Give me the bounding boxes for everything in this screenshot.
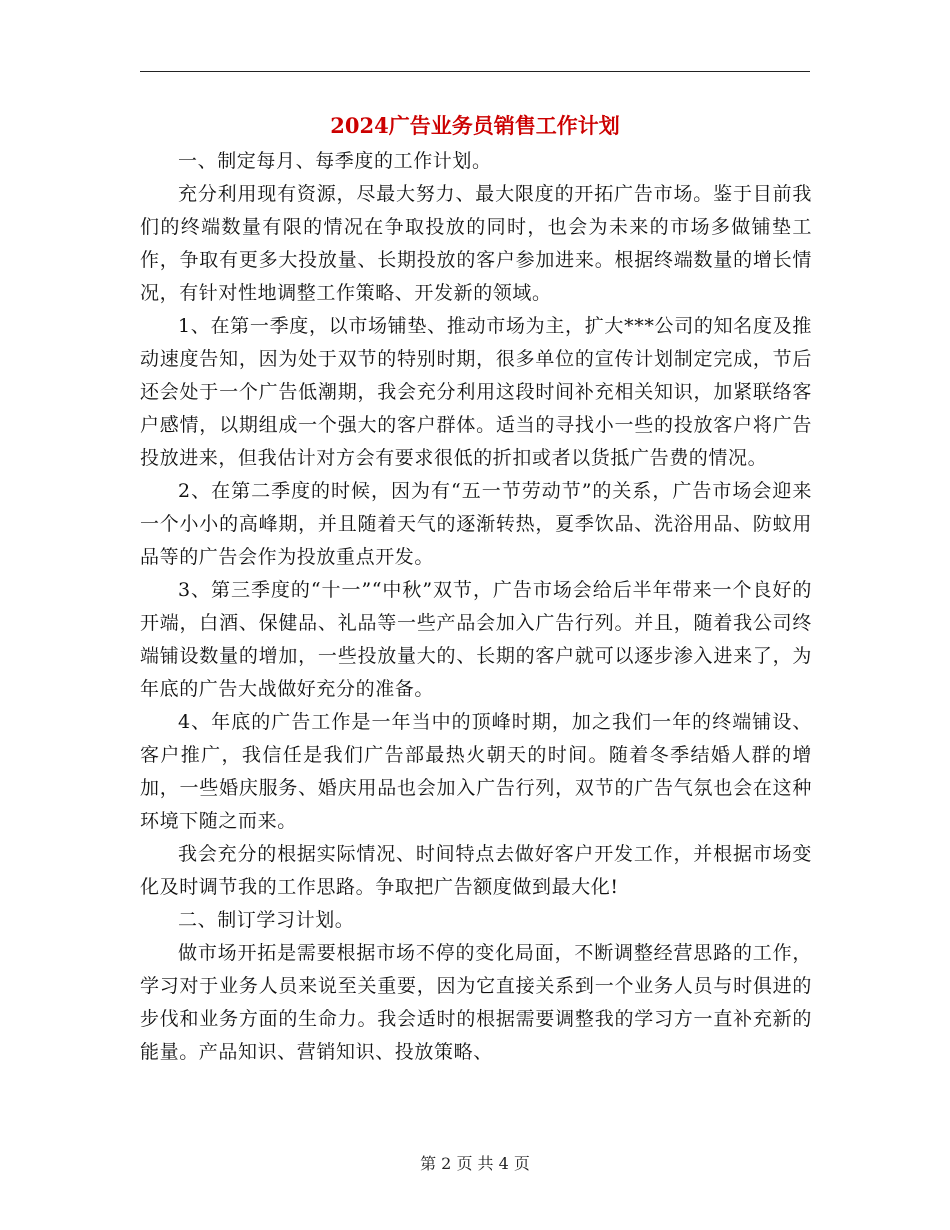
page-number-footer: 第 2 页 共 4 页 [420,1154,530,1173]
document-body [140,145,812,1069]
paragraph-q3: 3、第三季度的“十一”“中秋”双节，广告市场会给后半年带来一个良好的开端，白酒、保健品、礼品等一些产品会加入广告行列。并且，随着我公司终端铺设数量的增加，一些投放量大的、长期的客户就可以逐步渗入进来了，为年底的广告大战做好充分的准备。 [140,579,812,700]
paragraph-q1: 1、在第一季度，以市场铺垫、推动市场为主，扩大***公司的知名度及推动速度告知，因为处于双节的特别时期，很多单位的宣传计划制定完成，节后还会处于一个广告低潮期，我会充分利用这段时间补充相关知识，加紧联络客户感情，以期组成一个强大的客户群体。适当的寻找小一些的投放客户将广告投放进来，但我估计对方会有要求很低的折扣或者以货抵广告费的情况。 [140,315,812,469]
paragraph-summary: 我会充分的根据实际情况、时间特点去做好客户开发工作，并根据市场变化及时调节我的工作思路。争取把广告额度做到最大化! [140,843,812,898]
document-title: 2024广告业务员销售工作计划 [330,113,620,138]
header-rule [140,71,810,72]
section-heading-plan: 一、制定每月、每季度的工作计划。 [178,150,492,172]
section-heading-study: 二、制订学习计划。 [178,909,355,931]
paragraph-intro: 充分利用现有资源，尽最大努力、最大限度的开拓广告市场。鉴于目前我们的终端数量有限的情况在争取投放的同时，也会为未来的市场多做铺垫工作，争取有更多大投放量、长期投放的客户参加进来。根据终端数量的增长情况，有针对性地调整工作策略、开发新的领域。 [140,183,812,304]
paragraph-study: 做市场开拓是需要根据市场不停的变化局面，不断调整经营思路的工作，学习对于业务人员来说至关重要，因为它直接关系到一个业务人员与时俱进的步伐和业务方面的生命力。我会适时的根据需要调整我的学习方一直补充新的能量。产品知识、营销知识、投放策略、 [140,942,812,1063]
paragraph-q2: 2、在第二季度的时候，因为有“五一节劳动节”的关系，广告市场会迎来一个小小的高峰期，并且随着天气的逐渐转热，夏季饮品、洗浴用品、防蚊用品等的广告会作为投放重点开发。 [140,480,812,568]
paragraph-q4: 4、年底的广告工作是一年当中的顶峰时期，加之我们一年的终端铺设、客户推广，我信任是我们广告部最热火朝天的时间。随着冬季结婚人群的增加，一些婚庆服务、婚庆用品也会加入广告行列，双节的广告气氛也会在这种环境下随之而来。 [140,711,812,832]
